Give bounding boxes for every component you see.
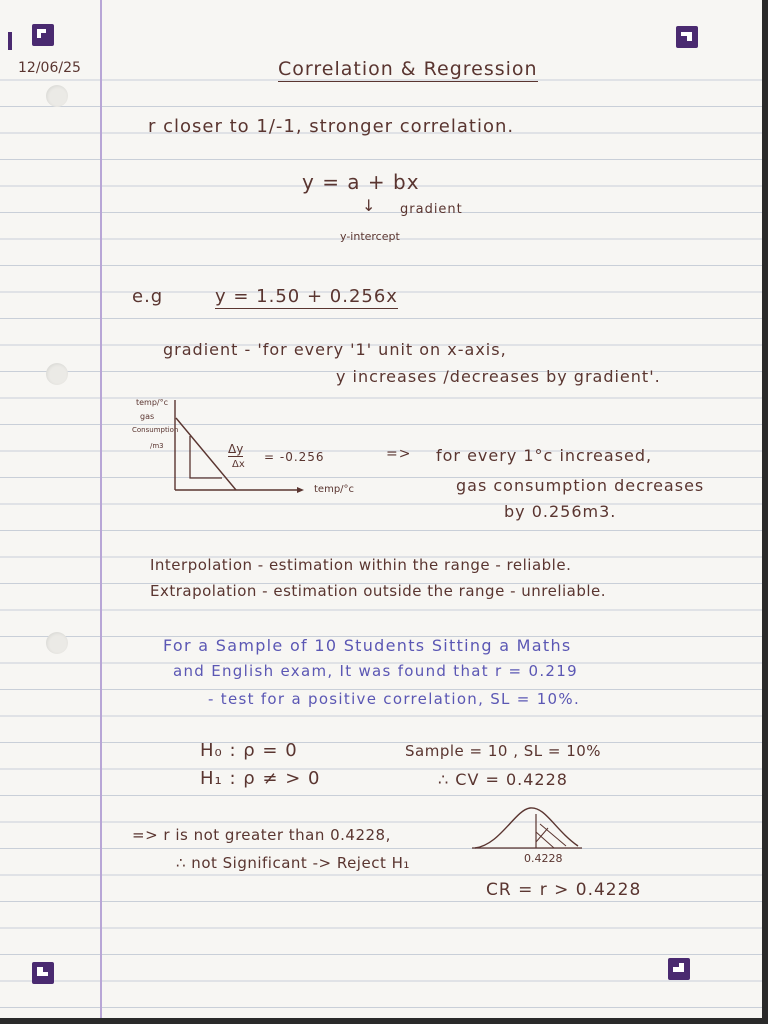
graph-ylabel: temp/°c	[136, 398, 169, 407]
conclusion-line1: => r is not greater than 0.4228,	[132, 826, 391, 844]
question-line1: For a Sample of 10 Students Sitting a Maths	[163, 636, 572, 655]
question-line3: - test for a positive correlation, SL = 10%.	[208, 690, 581, 708]
intercept-label: y-intercept	[340, 230, 400, 243]
gradient-definition-line1: gradient - 'for every '1' unit on x-axis,	[163, 340, 507, 359]
result-line1: for every 1°c increased,	[436, 446, 653, 465]
graph-xlabel: temp/°c	[314, 484, 355, 495]
critical-region: CR = r > 0.4228	[486, 880, 642, 900]
r-note: r closer to 1/-1, stronger correlation.	[148, 116, 515, 137]
eg-equation: y = 1.50 + 0.256x	[215, 286, 398, 307]
binding-mark	[8, 32, 12, 50]
notebook-logo-icon	[676, 26, 698, 48]
delta-y: Δy	[228, 442, 244, 456]
extrapolation-line: Extrapolation - estimation outside the range - unreliable.	[150, 582, 607, 600]
null-hypothesis: H₀ : ρ = 0	[200, 740, 298, 761]
gradient-value: = -0.256	[264, 450, 325, 464]
delta-x: Δx	[232, 459, 245, 470]
curve-label: 0.4228	[524, 852, 563, 865]
gradient-label: gradient	[400, 202, 463, 217]
sample-line: Sample = 10 , SL = 10%	[405, 742, 602, 760]
conclusion-line2: ∴ not Significant -> Reject H₁	[176, 854, 410, 872]
gradient-definition-line2: y increases /decreases by gradient'.	[336, 367, 661, 386]
graph-ylabel: Consumption	[132, 426, 179, 434]
punch-hole	[46, 363, 68, 385]
result-line3: by 0.256m3.	[504, 502, 617, 521]
page-shadow	[0, 1018, 768, 1024]
notebook-logo-icon	[668, 958, 690, 980]
distribution-curve-sketch	[470, 800, 590, 860]
eg-label: e.g	[132, 286, 164, 307]
graph-ylabel: /m3	[150, 442, 164, 450]
down-arrow-icon: ↓	[362, 196, 377, 215]
punch-hole	[46, 632, 68, 654]
result-line2: gas consumption decreases	[456, 476, 705, 495]
notebook-logo-icon	[32, 24, 54, 46]
critical-value: ∴ CV = 0.4228	[438, 770, 568, 789]
margin-line	[100, 0, 102, 1018]
interpolation-line: Interpolation - estimation within the range - reliable.	[150, 556, 572, 574]
page-title: Correlation & Regression	[278, 58, 538, 80]
alt-hypothesis: H₁ : ρ ≠ > 0	[200, 768, 321, 789]
equation: y = a + bx	[302, 170, 420, 194]
graph-ylabel: gas	[140, 412, 155, 421]
question-line2: and English exam, It was found that r = 0.219	[173, 662, 578, 680]
date: 12/06/25	[18, 60, 81, 76]
punch-hole	[46, 85, 68, 107]
implies-arrow: =>	[386, 446, 412, 462]
notebook-logo-icon	[32, 962, 54, 984]
